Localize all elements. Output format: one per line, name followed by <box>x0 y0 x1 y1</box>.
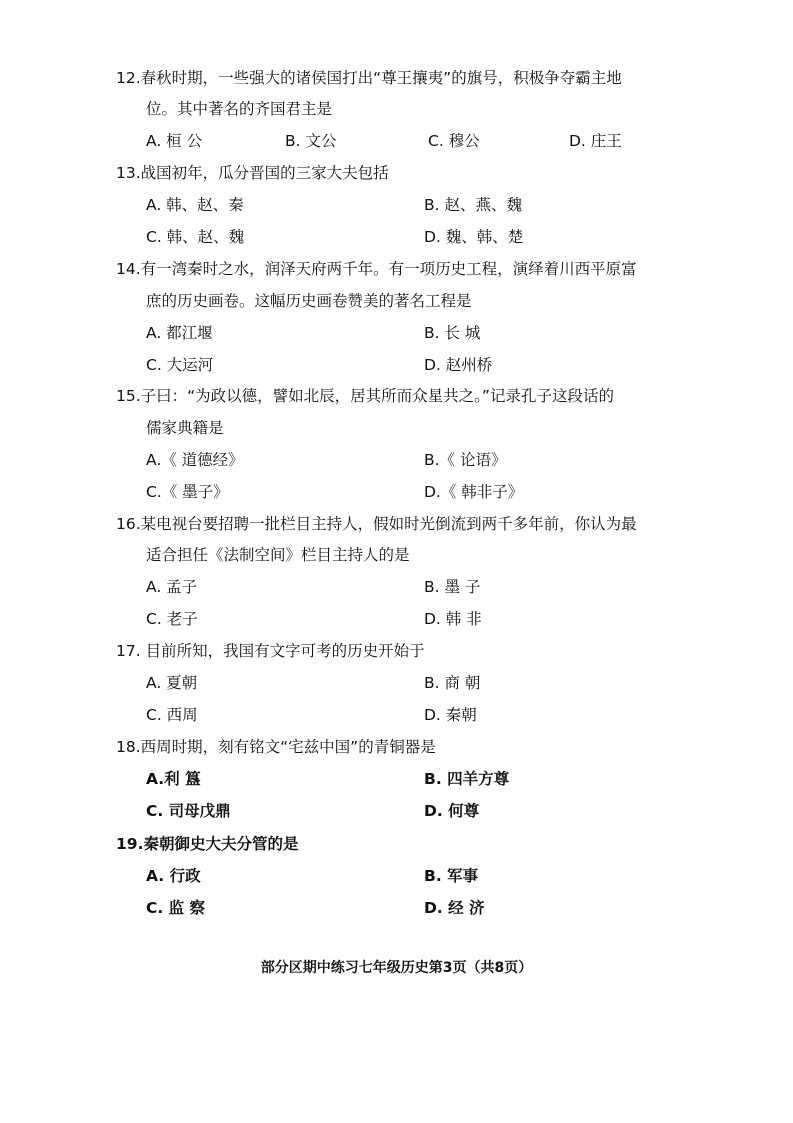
question-15-stem-cont: 儒家典籍是 <box>146 419 224 437</box>
question-17-option-a: A. 夏朝 <box>146 674 198 692</box>
question-17-option-d: D. 秦朝 <box>424 706 477 724</box>
question-19-stem: 19.秦朝御史大夫分管的是 <box>116 835 299 853</box>
question-14-stem-cont: 庶的历史画卷。这幅历史画卷赞美的著名工程是 <box>146 292 472 310</box>
question-13-option-a: A. 韩、赵、秦 <box>146 196 244 214</box>
question-16-stem-cont: 适合担任《法制空间》栏目主持人的是 <box>146 546 410 564</box>
question-19-option-c: C. 监 察 <box>146 899 206 917</box>
question-14-option-a: A. 都江堰 <box>146 324 213 342</box>
question-16-option-a: A. 孟子 <box>146 578 198 596</box>
question-14-option-b: B. 长 城 <box>424 324 481 342</box>
question-12-option-d: D. 庄王 <box>569 132 622 150</box>
question-14-option-d: D. 赵州桥 <box>424 356 493 374</box>
question-13-stem: 13.战国初年，瓜分晋国的三家大夫包括 <box>116 164 389 182</box>
question-18-option-b: B. 四羊方尊 <box>424 770 510 788</box>
question-19-option-d: D. 经 济 <box>424 899 485 917</box>
question-13-option-b: B. 赵、燕、魏 <box>424 196 522 214</box>
question-16-option-b: B. 墨 子 <box>424 578 481 596</box>
question-18-stem: 18.西周时期，刻有铭文“宅兹中国”的青铜器是 <box>116 738 436 756</box>
question-16-stem: 16.某电视台要招聘一批栏目主持人，假如时光倒流到两千多年前，你认为最 <box>116 515 637 533</box>
question-15-stem: 15.子曰：“为政以德，譬如北辰，居其所而众星共之。”记录孔子这段话的 <box>116 387 614 405</box>
question-17-option-c: C. 西周 <box>146 706 198 724</box>
question-18-option-d: D. 何尊 <box>424 802 480 820</box>
question-13-option-d: D. 魏、韩、楚 <box>424 228 524 246</box>
question-12-option-b: B. 文公 <box>285 132 337 150</box>
question-15-option-d: D.《 韩非子》 <box>424 483 524 501</box>
question-16-option-c: C. 老子 <box>146 610 198 628</box>
question-12-stem-cont: 位。其中著名的齐国君主是 <box>146 100 333 118</box>
page-footer: 部分区期中练习七年级历史第3页（共8页） <box>260 960 533 976</box>
question-12-option-c: C. 穆公 <box>428 132 480 150</box>
question-13-option-c: C. 韩、赵、魏 <box>146 228 245 246</box>
question-17-option-b: B. 商 朝 <box>424 674 481 692</box>
question-18-option-c: C. 司母戊鼎 <box>146 802 231 820</box>
question-19-option-b: B. 军事 <box>424 867 479 885</box>
question-12-stem: 12.春秋时期，一些强大的诸侯国打出“尊王攘夷”的旗号，积极争夺霸主地 <box>116 69 622 87</box>
question-15-option-a: A.《 道德经》 <box>146 451 244 469</box>
question-16-option-d: D. 韩 非 <box>424 610 482 628</box>
question-19-option-a: A. 行政 <box>146 867 201 885</box>
question-18-option-a: A.利 簋 <box>146 770 201 788</box>
question-14-stem: 14.有一湾秦时之水，润泽天府两千年。有一项历史工程，演绎着川西平原富 <box>116 260 637 278</box>
question-17-stem: 17. 目前所知，我国有文字可考的历史开始于 <box>116 642 425 660</box>
question-14-option-c: C. 大运河 <box>146 356 214 374</box>
question-15-option-b: B.《 论语》 <box>424 451 507 469</box>
question-15-option-c: C.《 墨子》 <box>146 483 229 501</box>
question-12-option-a: A. 桓 公 <box>146 132 203 150</box>
